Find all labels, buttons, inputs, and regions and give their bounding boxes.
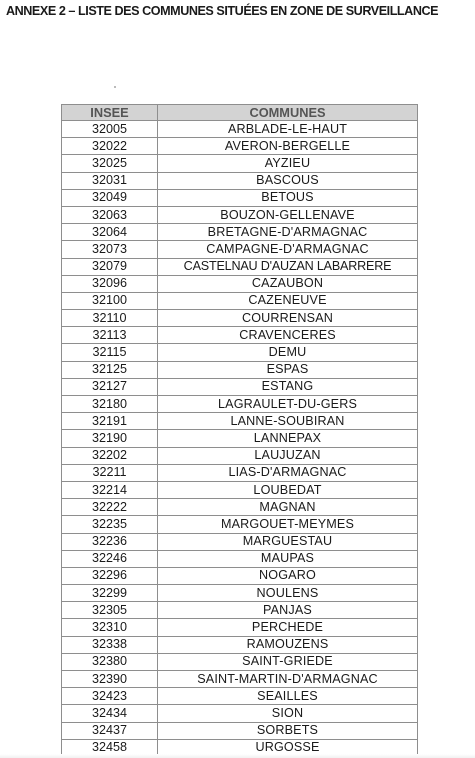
table-row — [62, 155, 418, 172]
table-row — [62, 396, 418, 413]
commune-name-cell: SION — [158, 705, 418, 722]
insee-code-cell: 32127 — [62, 378, 158, 395]
document-title: ANNEXE 2 – LISTE DES COMMUNES SITUÉES EN ZONE DE SURVEILLANCE — [6, 4, 439, 18]
table-row — [62, 585, 418, 602]
table-row — [62, 189, 418, 206]
commune-name-cell: BASCOUS — [158, 172, 418, 189]
table-row — [62, 464, 418, 481]
table-row — [62, 671, 418, 688]
commune-name-cell: CAZENEUVE — [158, 292, 418, 309]
commune-name-cell: CASTELNAU D'AUZAN LABARRERE — [158, 258, 418, 275]
commune-name-cell: LANNEPAX — [158, 430, 418, 447]
table-row — [62, 722, 418, 739]
commune-name-cell: MAUPAS — [158, 550, 418, 567]
commune-name-cell: ARBLADE-LE-HAUT — [158, 121, 418, 138]
table-row — [62, 310, 418, 327]
commune-name-cell: PERCHEDE — [158, 619, 418, 636]
commune-name-cell: SAINT-MARTIN-D'ARMAGNAC — [158, 671, 418, 688]
commune-name-cell: NOGARO — [158, 567, 418, 584]
insee-code-cell: 32100 — [62, 292, 158, 309]
commune-name-cell: BOUZON-GELLENAVE — [158, 206, 418, 223]
table-row — [62, 224, 418, 241]
table-row — [62, 688, 418, 705]
insee-code-cell: 32458 — [62, 739, 158, 756]
insee-code-cell: 32305 — [62, 602, 158, 619]
commune-name-cell: CAZAUBON — [158, 275, 418, 292]
insee-code-cell: 32437 — [62, 722, 158, 739]
table-row — [62, 241, 418, 258]
insee-code-cell: 32214 — [62, 481, 158, 498]
insee-code-cell: 32246 — [62, 550, 158, 567]
insee-code-cell: 32211 — [62, 464, 158, 481]
communes-table — [61, 104, 418, 757]
insee-code-cell: 32079 — [62, 258, 158, 275]
table-row — [62, 602, 418, 619]
insee-code-cell: 32063 — [62, 206, 158, 223]
commune-name-cell: MARGUESTAU — [158, 533, 418, 550]
commune-name-cell: DEMU — [158, 344, 418, 361]
table-row — [62, 636, 418, 653]
insee-code-cell: 32236 — [62, 533, 158, 550]
insee-code-cell: 32390 — [62, 671, 158, 688]
scan-speck — [114, 86, 116, 88]
table-row — [62, 481, 418, 498]
insee-code-cell: 32202 — [62, 447, 158, 464]
commune-name-cell: ESPAS — [158, 361, 418, 378]
commune-name-cell: LIAS-D'ARMAGNAC — [158, 464, 418, 481]
scan-bottom-edge — [0, 754, 475, 758]
insee-code-cell: 32025 — [62, 155, 158, 172]
table-row — [62, 533, 418, 550]
commune-name-cell: CRAVENCERES — [158, 327, 418, 344]
commune-name-cell: MAGNAN — [158, 499, 418, 516]
table-row — [62, 619, 418, 636]
insee-code-cell: 32338 — [62, 636, 158, 653]
commune-name-cell: PANJAS — [158, 602, 418, 619]
table-row — [62, 550, 418, 567]
insee-column-header: INSEE — [62, 105, 158, 121]
insee-code-cell: 32115 — [62, 344, 158, 361]
insee-code-cell: 32096 — [62, 275, 158, 292]
insee-code-cell: 32049 — [62, 189, 158, 206]
table-row — [62, 516, 418, 533]
table-row — [62, 361, 418, 378]
commune-name-cell: ESTANG — [158, 378, 418, 395]
commune-name-cell: LAGRAULET-DU-GERS — [158, 396, 418, 413]
table-header-row — [62, 105, 418, 121]
insee-code-cell: 32423 — [62, 688, 158, 705]
insee-code-cell: 32064 — [62, 224, 158, 241]
insee-code-cell: 32235 — [62, 516, 158, 533]
insee-code-cell: 32031 — [62, 172, 158, 189]
commune-name-cell: SORBETS — [158, 722, 418, 739]
insee-code-cell: 32434 — [62, 705, 158, 722]
commune-name-cell: CAMPAGNE-D'ARMAGNAC — [158, 241, 418, 258]
insee-code-cell: 32125 — [62, 361, 158, 378]
table-row — [62, 258, 418, 275]
table-row — [62, 138, 418, 155]
commune-name-cell: LAUJUZAN — [158, 447, 418, 464]
insee-code-cell: 32296 — [62, 567, 158, 584]
table-row — [62, 344, 418, 361]
communes-column-header: COMMUNES — [158, 105, 418, 121]
commune-name-cell: SEAILLES — [158, 688, 418, 705]
table-row — [62, 447, 418, 464]
table-row — [62, 327, 418, 344]
commune-name-cell: BETOUS — [158, 189, 418, 206]
table-row — [62, 172, 418, 189]
commune-name-cell: SAINT-GRIEDE — [158, 653, 418, 670]
commune-name-cell: AYZIEU — [158, 155, 418, 172]
insee-code-cell: 32299 — [62, 585, 158, 602]
insee-code-cell: 32180 — [62, 396, 158, 413]
insee-code-cell: 32191 — [62, 413, 158, 430]
table-row — [62, 292, 418, 309]
insee-code-cell: 32380 — [62, 653, 158, 670]
insee-code-cell: 32222 — [62, 499, 158, 516]
commune-name-cell: BRETAGNE-D'ARMAGNAC — [158, 224, 418, 241]
commune-name-cell: RAMOUZENS — [158, 636, 418, 653]
insee-code-cell: 32022 — [62, 138, 158, 155]
commune-name-cell: MARGOUET-MEYMES — [158, 516, 418, 533]
commune-name-cell: COURRENSAN — [158, 310, 418, 327]
table-row — [62, 413, 418, 430]
commune-name-cell: URGOSSE — [158, 739, 418, 756]
insee-code-cell: 32310 — [62, 619, 158, 636]
commune-name-cell: AVERON-BERGELLE — [158, 138, 418, 155]
table-row — [62, 121, 418, 138]
insee-code-cell: 32190 — [62, 430, 158, 447]
insee-code-cell: 32110 — [62, 310, 158, 327]
insee-code-cell: 32113 — [62, 327, 158, 344]
commune-name-cell: NOULENS — [158, 585, 418, 602]
table-row — [62, 430, 418, 447]
commune-name-cell: LOUBEDAT — [158, 481, 418, 498]
table-row — [62, 206, 418, 223]
table-row — [62, 275, 418, 292]
table-row — [62, 653, 418, 670]
table-row — [62, 705, 418, 722]
table-row — [62, 567, 418, 584]
table-row — [62, 499, 418, 516]
insee-code-cell: 32073 — [62, 241, 158, 258]
commune-name-cell: LANNE-SOUBIRAN — [158, 413, 418, 430]
insee-code-cell: 32005 — [62, 121, 158, 138]
table-row — [62, 378, 418, 395]
